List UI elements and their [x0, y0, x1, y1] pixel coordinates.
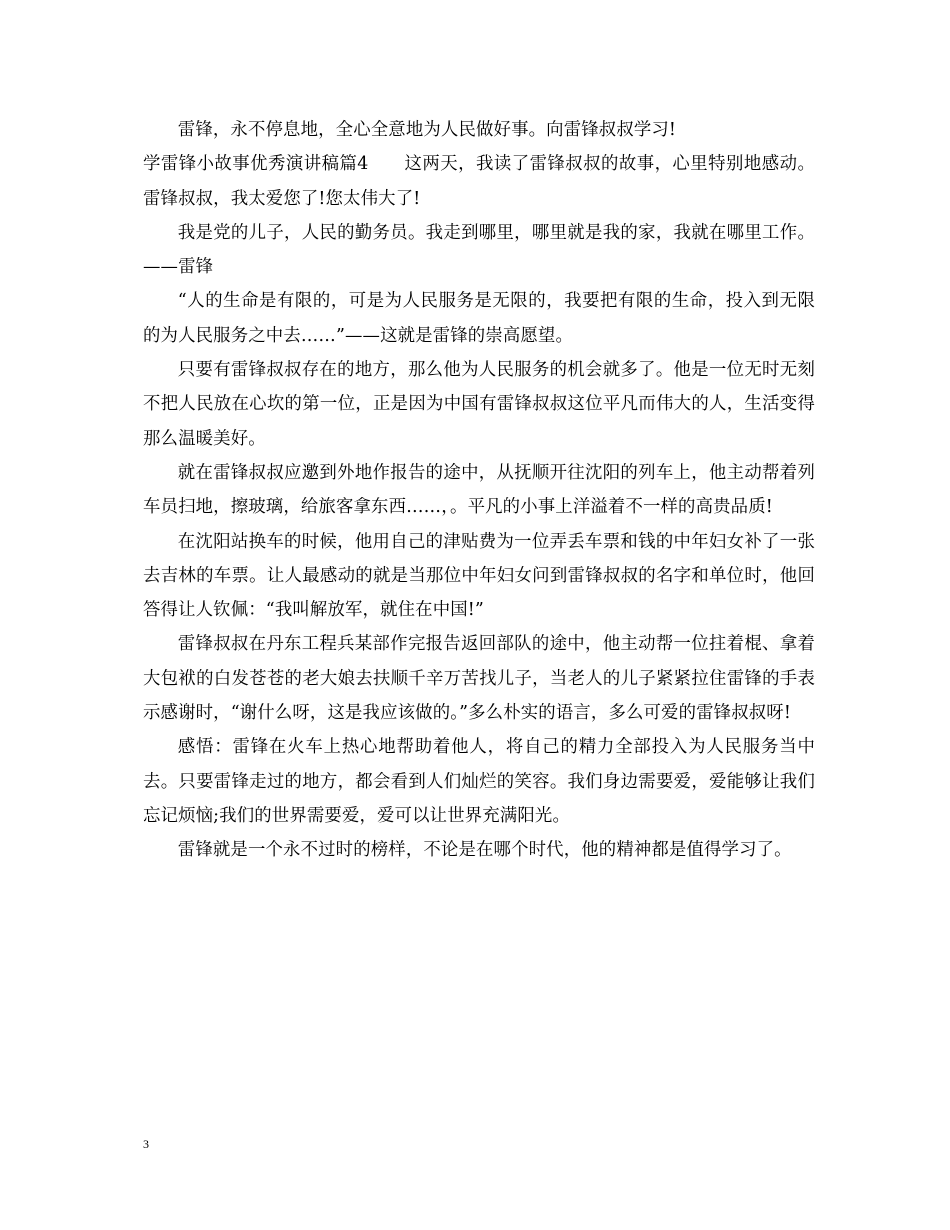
paragraph: 雷锋就是一个永不过时的榜样，不论是在哪个时代，他的精神都是值得学习了。: [177, 840, 792, 861]
paragraph: 雷锋，永不停息地，全心全意地为人民做好事。向雷锋叔叔学习!: [177, 120, 677, 140]
paragraph: 我是党的儿子，人民的勤务员。我走到哪里，哪里就是我的家，我就在哪里工作。——雷锋: [143, 222, 815, 278]
paragraph: 只要有雷锋叔叔存在的地方，那么他为人民服务的机会就多了。他是一位无时无刻不把人民放在心坎的第一位，正是因为中国有雷锋叔叔这位平凡而伟大的人，生活变得那么温暖美好。: [143, 360, 815, 449]
paragraph: 在沈阳站换车的时候，他用自己的津贴费为一位弄丢车票和钱的中年妇女补了一张去吉林的车票。让人最感动的就是当那位中年妇女问到雷锋叔叔的名字和单位时，他回答得让人钦佩：“我叫解放军，就住在中国!”: [143, 531, 815, 621]
document-body: [143, 113, 815, 868]
page-number: 3: [143, 1137, 149, 1151]
paragraph-quote: “人的生命是有限的，可是为人民服务是无限的，我要把有限的生命，投入到无限的为人民服务之中去……”——这就是雷锋的崇高愿望。: [143, 291, 815, 346]
paragraph: 雷锋叔叔在丹东工程兵某部作完报告返回部队的途中，他主动帮一位拄着棍、拿着大包袱的白发苍苍的老大娘去扶顺千辛万苦找儿子，当老人的儿子紧紧拉住雷锋的手表示感谢时，“谢什么呀，这是我应该做的。”多么朴实的语言，多么可爱的雷锋叔叔呀!: [143, 634, 815, 724]
paragraph: 就在雷锋叔叔应邀到外地作报告的途中，从抚顺开往沈阳的列车上，他主动帮着列车员扫地，擦玻璃，给旅客拿东西……，。平凡的小事上洋溢着不一样的高贵品质!: [143, 462, 815, 518]
paragraph-heading: 学雷锋小故事优秀演讲稿篇4 这两天，我读了雷锋叔叔的故事，心里特别地感动。雷锋叔叔，我太爱您了!您太伟大了!: [143, 154, 815, 209]
paragraph: 感悟：雷锋在火车上热心地帮助着他人，将自己的精力全部投入为人民服务当中去。只要雷锋走过的地方，都会看到人们灿烂的笑容。我们身边需要爱，爱能够让我们忘记烦恼;我们的世界需要爱，爱可以让世界充满阳光。: [143, 737, 815, 826]
